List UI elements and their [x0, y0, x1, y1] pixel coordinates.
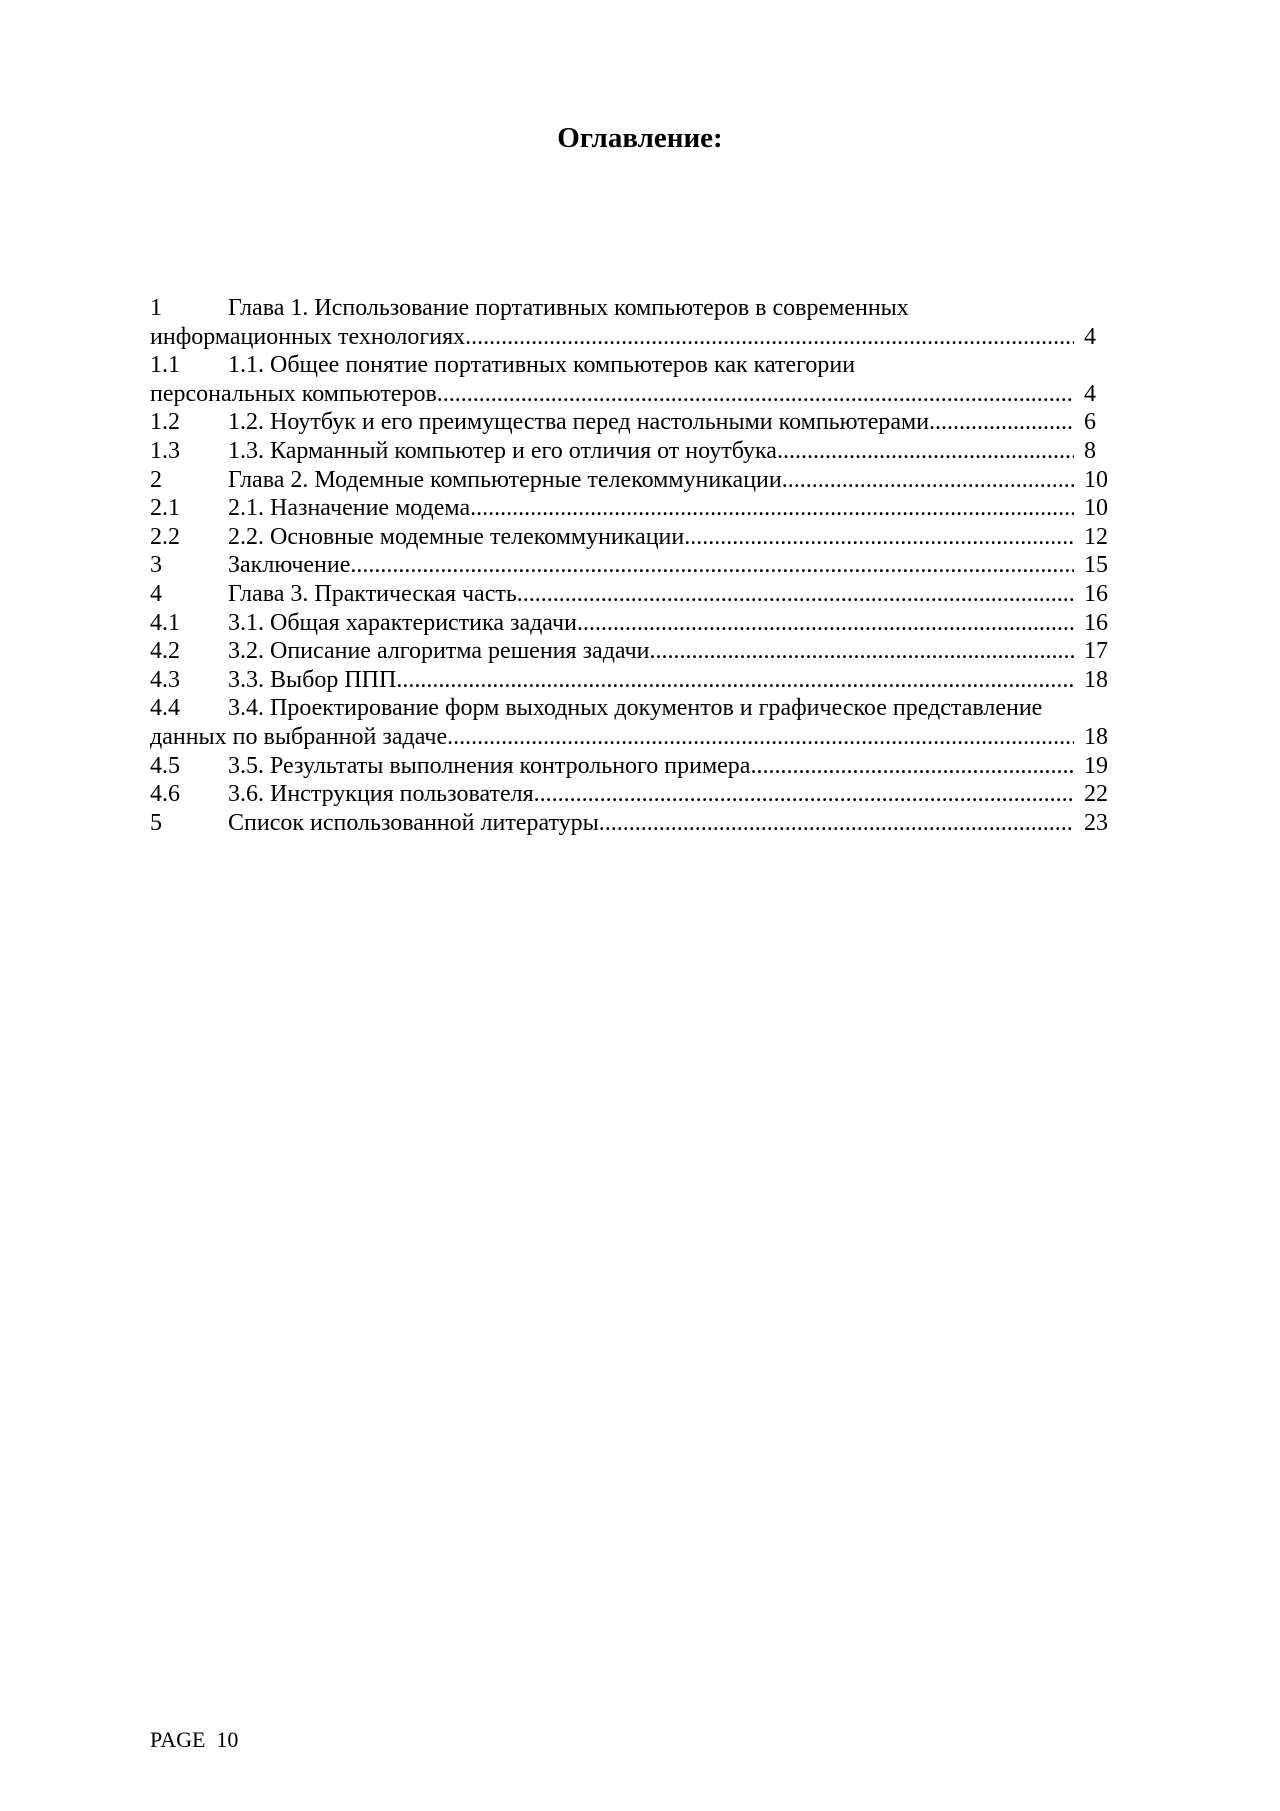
toc-page-number: 4: [1084, 380, 1096, 407]
toc-entry-line: [150, 809, 1110, 838]
toc-entry-title: персональных компьютеров: [150, 380, 437, 407]
toc-entry[interactable]: [150, 408, 1110, 437]
toc-entry-number: 1.2: [150, 409, 180, 436]
toc-entry-line: [150, 466, 1110, 495]
toc-dot-leader: [447, 723, 1074, 752]
toc-entry-line: [150, 494, 1110, 523]
toc-entry[interactable]: [150, 523, 1110, 552]
toc-entry-line: [150, 551, 1110, 580]
toc-entry-title: 1.2. Ноутбук и его преимущества перед настольными компьютерами: [228, 409, 930, 436]
toc-page-number: 10: [1084, 495, 1108, 522]
toc-entry-title: 3.3. Выбор ППП: [228, 666, 397, 693]
table-of-contents: [150, 294, 1110, 837]
toc-entry-line: [150, 666, 1110, 695]
toc-entry[interactable]: [150, 609, 1110, 638]
toc-entry-title: 3.5. Результаты выполнения контрольного примера: [228, 752, 751, 779]
toc-entry-title: данных по выбранной задаче: [150, 723, 448, 750]
toc-entry-title: Заключение: [228, 552, 351, 579]
toc-dot-leader: [396, 666, 1074, 695]
toc-entry-line: [150, 752, 1110, 781]
toc-entry-line: [150, 723, 1110, 752]
toc-dot-leader: [350, 551, 1074, 580]
toc-entry-number: 4.6: [150, 781, 180, 808]
page-title: Оглавление:: [557, 122, 723, 154]
toc-entry-number: 4.3: [150, 666, 180, 693]
toc-entry[interactable]: [150, 437, 1110, 466]
toc-entry-title: Глава 1. Использование портативных компьютеров в современных: [228, 295, 909, 321]
toc-entry[interactable]: [150, 637, 1110, 666]
toc-entry[interactable]: [150, 294, 1110, 351]
toc-entry-number: 2: [150, 466, 162, 493]
toc-entry-title: Глава 3. Практическая часть: [228, 580, 517, 607]
toc-entry[interactable]: [150, 666, 1110, 695]
toc-entry-line: [150, 351, 1110, 380]
toc-entry[interactable]: [150, 580, 1110, 609]
toc-page-number: 23: [1084, 809, 1108, 836]
toc-entry-line: [150, 580, 1110, 609]
toc-entry[interactable]: [150, 780, 1110, 809]
toc-entry-number: 2.2: [150, 523, 180, 550]
toc-page-number: 6: [1084, 409, 1096, 436]
toc-entry-line: [150, 380, 1110, 409]
toc-entry-number: 4.4: [150, 695, 180, 722]
toc-page-number: 16: [1084, 609, 1108, 636]
toc-entry-number: 4.5: [150, 752, 180, 779]
page-footer: PAGE 10: [150, 1727, 239, 1752]
toc-entry-number: 4: [150, 580, 162, 607]
toc-entry-title: Список использованной литературы: [228, 809, 599, 836]
toc-entry[interactable]: [150, 752, 1110, 781]
toc-entry-line: [150, 437, 1110, 466]
toc-entry-line: [150, 323, 1110, 352]
toc-dot-leader: [782, 466, 1074, 495]
toc-page-number: 10: [1084, 466, 1108, 493]
toc-entry[interactable]: [150, 694, 1110, 751]
toc-dot-leader: [650, 637, 1074, 666]
toc-page-number: 17: [1084, 638, 1108, 665]
toc-entry-title: 1.1. Общее понятие портативных компьютеров как категории: [228, 352, 856, 379]
toc-dot-leader: [777, 437, 1074, 466]
toc-entry-title: 2.2. Основные модемные телекоммуникации: [228, 523, 685, 550]
toc-dot-leader: [470, 494, 1074, 523]
toc-entry-title: 3.2. Описание алгоритма решения задачи: [228, 638, 650, 665]
toc-entry-number: 3: [150, 552, 162, 579]
toc-dot-leader: [929, 408, 1074, 437]
toc-entry[interactable]: [150, 351, 1110, 408]
toc-dot-leader: [577, 609, 1074, 638]
toc-entry[interactable]: [150, 809, 1110, 838]
toc-entry-number: 1: [150, 295, 162, 321]
toc-dot-leader: [465, 323, 1074, 352]
toc-page-number: 22: [1084, 781, 1108, 808]
toc-entry-number: 1.1: [150, 352, 180, 379]
toc-page-number: 16: [1084, 580, 1108, 607]
toc-entry[interactable]: [150, 551, 1110, 580]
toc-page-number: 12: [1084, 523, 1108, 550]
toc-entry-line: [150, 294, 1110, 323]
toc-page-number: 19: [1084, 752, 1108, 779]
toc-page-number: 8: [1084, 437, 1096, 464]
toc-entry-title: информационных технологиях: [150, 323, 466, 350]
toc-dot-leader: [599, 809, 1074, 838]
toc-page-number: 18: [1084, 666, 1108, 693]
toc-entry-line: [150, 609, 1110, 638]
toc-entry-title: 3.1. Общая характеристика задачи: [228, 609, 577, 636]
toc-entry-line: [150, 408, 1110, 437]
toc-page-number: 18: [1084, 723, 1108, 750]
toc-entry-line: [150, 637, 1110, 666]
toc-entry-number: 4.1: [150, 609, 180, 636]
toc-page-number: 15: [1084, 552, 1108, 579]
toc-page-number: 4: [1084, 323, 1096, 350]
toc-entry-title: 1.3. Карманный компьютер и его отличия от ноутбука: [228, 437, 777, 464]
toc-dot-leader: [517, 580, 1074, 609]
toc-entry-line: [150, 694, 1110, 723]
toc-entry-title: 3.6. Инструкция пользователя: [228, 781, 534, 808]
toc-dot-leader: [534, 780, 1074, 809]
toc-entry-title: Глава 2. Модемные компьютерные телекоммуникации: [228, 466, 782, 493]
toc-entry-number: 5: [150, 809, 162, 836]
toc-entry-number: 2.1: [150, 495, 180, 522]
toc-dot-leader: [750, 752, 1074, 781]
toc-entry-title: 3.4. Проектирование форм выходных документов и графическое представление: [228, 695, 1043, 722]
toc-entry-number: 4.2: [150, 638, 180, 665]
toc-entry-number: 1.3: [150, 437, 180, 464]
toc-entry-line: [150, 780, 1110, 809]
toc-entry-title: 2.1. Назначение модема: [228, 495, 471, 522]
toc-dot-leader: [684, 523, 1074, 552]
toc-entry[interactable]: [150, 494, 1110, 523]
toc-entry-line: [150, 523, 1110, 552]
toc-dot-leader: [437, 380, 1074, 409]
toc-entry[interactable]: [150, 466, 1110, 495]
